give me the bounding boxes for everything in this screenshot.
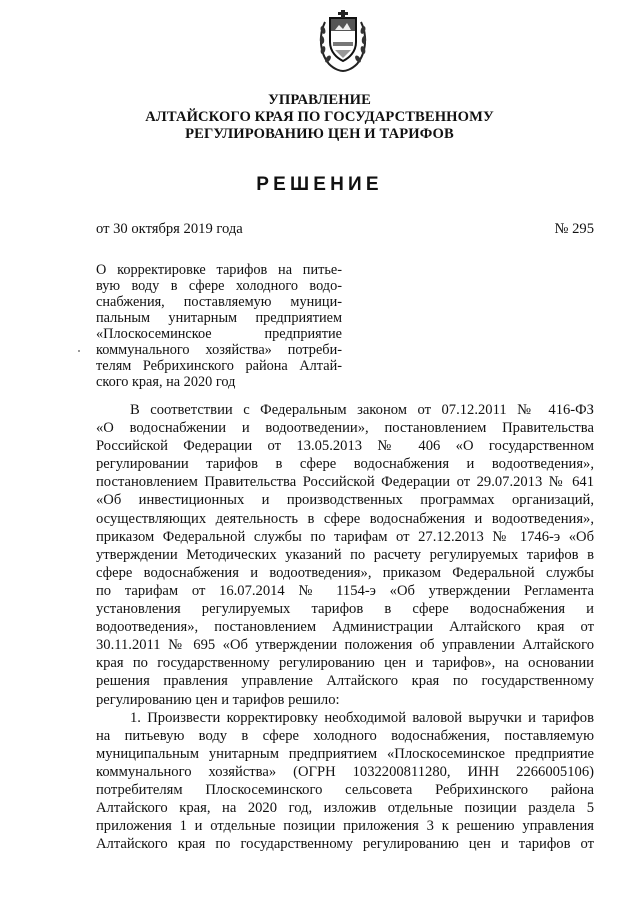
body-line: приложения 1 и отдельные позиции приложения 3 к решению управления — [96, 818, 594, 835]
body-line: утверждении Методических указаний по расчету регулируемых тарифов в — [96, 546, 594, 563]
body-line: сфере водоснабжения и водоотведения», приказом Федеральной службы — [96, 564, 594, 581]
subject-line: телям Ребрихинского района Алтай- — [96, 358, 342, 374]
document-date: от 30 октября 2019 года — [96, 221, 243, 237]
header-line-2: АЛТАЙСКОГО КРАЯ ПО ГОСУДАРСТВЕННОМУ — [145, 109, 494, 125]
document-title: РЕШЕНИЕ — [256, 174, 383, 195]
subject-line: «Плоскосеминское предприятие — [96, 326, 342, 342]
body-line: Алтайского края по государственному регулированию цен и тарифов от — [96, 836, 594, 853]
body-line: «О водоснабжении и водоотведении», постановлением Правительства — [96, 420, 594, 437]
body-line: водоотведения», постановлением Администрации Алтайского края от — [96, 619, 594, 636]
body-line: края по государственному регулированию цен и тарифов», на основании — [96, 655, 594, 672]
subject-line: ского края, на 2020 год — [96, 374, 236, 390]
subject-line: коммунального хозяйства» потреби- — [96, 342, 342, 358]
body-line: Российской Федерации от 13.05.2013 № 406 «О государственном — [96, 438, 594, 455]
header-line-3: РЕГУЛИРОВАНИЮ ЦЕН И ТАРИФОВ — [185, 126, 454, 142]
body-line: установления регулируемых тарифов в сфере водоснабжения и — [96, 601, 594, 618]
body-line: регулировании тарифов в сфере водоснабжения и водоотведения», — [96, 456, 594, 473]
document-number: № 295 — [554, 221, 594, 237]
subject-line: пальным унитарным предприятием — [96, 310, 342, 326]
subject-block — [96, 262, 342, 390]
subject-line: О корректировке тарифов на питье- — [96, 262, 342, 278]
body-line: решения правления управление Алтайского края по государственному — [96, 673, 594, 690]
body-line: муниципальным унитарным предприятием «Плоскосеминское предприятие — [96, 745, 594, 762]
body-line: 1. Произвести корректировку необходимой валовой выручки и тарифов — [130, 709, 594, 726]
body-line: приказом Федеральной службы по тарифам от 27.12.2013 № 1746-э «Об — [96, 528, 594, 545]
subject-line: снабжения, поставляемую муници- — [96, 294, 342, 310]
body-line: осуществляющих деятельность в сфере водоснабжения и водоотведения», — [96, 510, 594, 527]
body-line: на питьевую воду в сфере холодного водоснабжения, поставляемую — [96, 727, 594, 744]
date-number-line — [96, 221, 594, 238]
body-line: 30.11.2011 № 695 «Об утверждении положения об управлении Алтайского — [96, 637, 594, 654]
body-line: по тарифам от 16.07.2014 № 1154-э «Об утверждении Регламента — [96, 582, 594, 599]
body-line: В соответствии с Федеральным законом от 07.12.2011 № 416-ФЗ — [130, 402, 594, 418]
body-line: коммунального хозяйства» (ОГРН 1032200811280, ИНН 2266005106) — [96, 763, 594, 780]
coat-of-arms-icon — [317, 8, 369, 74]
header-line-1: УПРАВЛЕНИЕ — [268, 92, 371, 108]
body-line: постановлением Правительства Российской Федерации от 29.07.2013 № 641 — [96, 474, 594, 491]
issuer-header — [0, 92, 639, 143]
body-line: «Об инвестиционных и производственных программах организаций, — [96, 492, 594, 509]
margin-mark — [78, 350, 80, 352]
body-line: регулированию цен и тарифов решило: — [96, 691, 340, 708]
body-line: Алтайского края, на 2020 год, изложив отдельные позиции раздела 5 — [96, 800, 594, 817]
body-line: потребителям Плоскосеминского сельсовета Ребрихинского района — [96, 781, 594, 798]
subject-line: вую воду в сфере холодного водо- — [96, 278, 342, 294]
body-text — [96, 401, 594, 853]
